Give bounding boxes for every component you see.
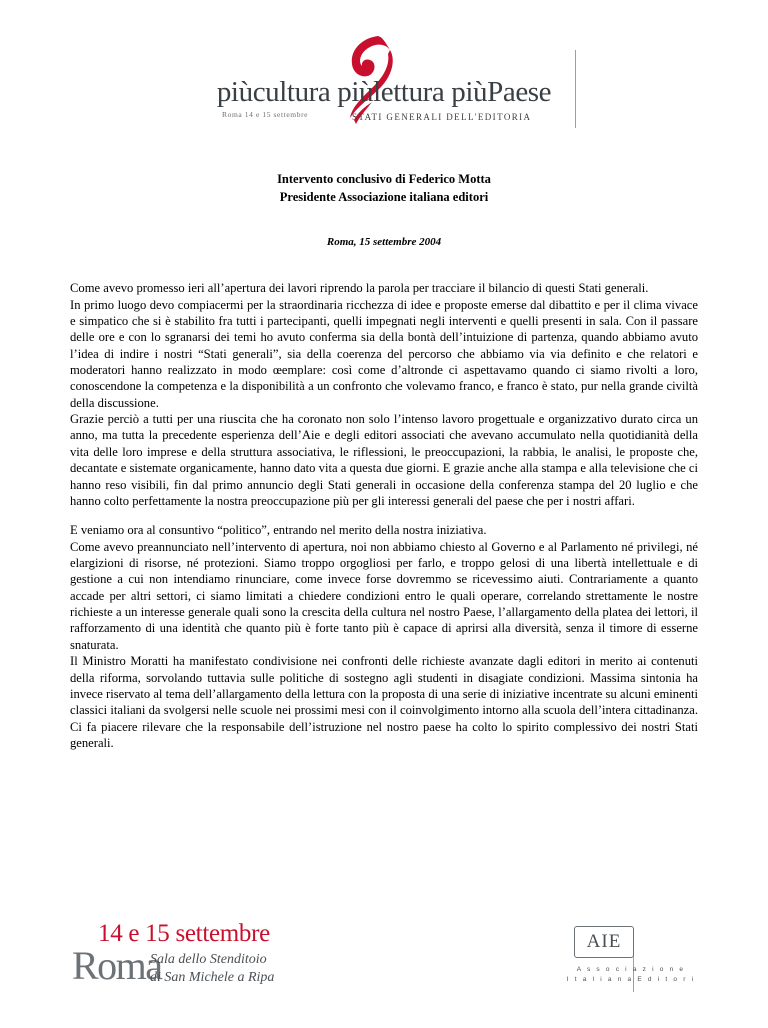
paragraph-3: Grazie perciò a tutti per una riuscita che ha coronato non solo l’intenso lavoro progettuale e organizzativo durato circa un anno, ma tutta la precedente esperienza dell’Aie e degli editori associati che avevano accumulato nella quotidianità della vita delle loro imprese e della struttura associativa, le riflessioni, le preoccupazioni, la rabbia, le analisi, le proposte che, decantate e sistemate organicamente, hanno dato vita a questa due giorni. E grazie anche alla stampa e alla televisione che ci hanno reso visibili, fin dal primo annuncio degli Stati generali in occasione della conferenza stampa del 20 luglio e che hanno colto perfettamente la nostra preoccupazione più per gli interessi generali del paese che per i nostri affari. — [70, 412, 698, 508]
paragraph-5: Come avevo preannunciato nell’intervento di apertura, noi non abbiamo chiesto al Governo e al Parlamento né privilegi, né elargizioni di risorse, né protezioni. Siamo troppo orgogliosi per farlo, e troppo gelosi di una libertà intellettuale e di gestione a cui non intendiamo rinunciare, come invece forse dovremmo se ricevessimo aiuti. Contrariamente a quanto accade per altri settori, ci siamo limitati a chiedere condizioni entro le quali operare, correlando strettamente le nostre richieste a un interesse generale quali sono la crescita della cultura nel nostro Paese, l’allargamento della platea dei lettori, il rafforzamento di una identità che quanto più è forte tanto più è capace di aprirsi alla diversità, senza il timore di esserne snaturata. — [70, 539, 698, 652]
footer-venue-line-1: Sala dello Stenditoio — [150, 952, 267, 967]
paragraph-2: In primo luogo devo compiacermi per la straordinaria ricchezza di idee e proposte emerse dal dibattito e per il clima vivace e simpatico che si è stabilito fra tutti i partecipanti, quelli impegnati negli interventi e quelli presenti in sala. Con il passare delle ore e con lo sgranarsi dei temi ho avuto conferma sia della bontà dell’intuizione di partenza, quando abbiamo avuto l’idea di indire i nostri “Stati generali”, sia della coerenza del percorso che abbiamo via via definito e che relatori e moderatori hanno realizzato in modo œemplare: così come d’altronde ci aspettavamo quando ci siamo rivolti a loro, conoscendone la competenza e la disponibilità a un confronto che volevamo franco, e franco è stato, pur nella grande civiltà della discussione. — [70, 297, 698, 410]
document-body — [70, 280, 698, 751]
footer-event-block — [72, 920, 402, 1006]
header-logo — [70, 34, 698, 144]
title-line-1: Intervento conclusivo di Federico Motta — [277, 172, 491, 186]
logo-inner — [204, 34, 564, 144]
footer-city: Roma — [72, 943, 162, 988]
document-page — [0, 34, 768, 1028]
paragraph-4: E veniamo ora al consuntivo “politico”, entrando nel merito della nostra iniziativa. — [70, 523, 487, 538]
logo-wordmark — [204, 76, 564, 109]
logo-subtitle-right: STATI GENERALI DELL'EDITORIA — [352, 112, 532, 122]
logo-word-piu-3: più — [451, 76, 488, 108]
paragraph-6: Il Ministro Moratti ha manifestato condivisione nei confronti delle richieste avanzate dagli editori in merito ai contenuti della riforma, sorvolando tuttavia sulle politiche di sostegno agli studenti in disagiate condizioni. Massima sintonia ha invece riservato al tema dell’allargamento della lettura con la proposta di una serie di iniziative incentrate su alcuni eminenti classici italiani da svolgersi nelle scuole nei prossimi mesi con il coinvolgimento intorno alla scuola dell’intera cittadinanza. Ci fa piacere rilevare che la responsabile dell’istruzione nel nostro paese ha colto lo spirito complessivo dei nostri Stati generali. — [70, 654, 698, 750]
footer-aie-block — [566, 926, 696, 996]
logo-subtitle-left: Roma 14 e 15 settembre — [222, 110, 309, 119]
footer-venue-line-2: di San Michele a Ripa — [150, 970, 275, 985]
title-line-2: Presidente Associazione italiana editori — [279, 190, 489, 205]
aie-label-line-1: A s s o c i a z i o n e — [576, 966, 686, 973]
logo-word-piu-1: più — [216, 76, 253, 108]
aie-label-line-2: I t a l i a n a E d i t o r i — [566, 976, 696, 983]
footer-date: 14 e 15 settembre — [98, 920, 270, 947]
paragraph-1: Come avevo promesso ieri all’apertura dei lavori riprendo la parola per tracciare il bilancio di questi Stati generali. — [70, 281, 649, 296]
logo-divider — [575, 50, 576, 128]
dateline: Roma, 15 settembre 2004 — [326, 236, 442, 249]
page-footer — [0, 920, 768, 1010]
page-title — [70, 170, 698, 206]
aie-logo: AIE — [574, 926, 634, 958]
logo-word-piu-2: più — [337, 76, 374, 108]
logo-word-lettura: lettura — [373, 76, 445, 108]
logo-word-cultura: cultura — [252, 76, 331, 108]
logo-word-paese: Paese — [487, 76, 552, 108]
